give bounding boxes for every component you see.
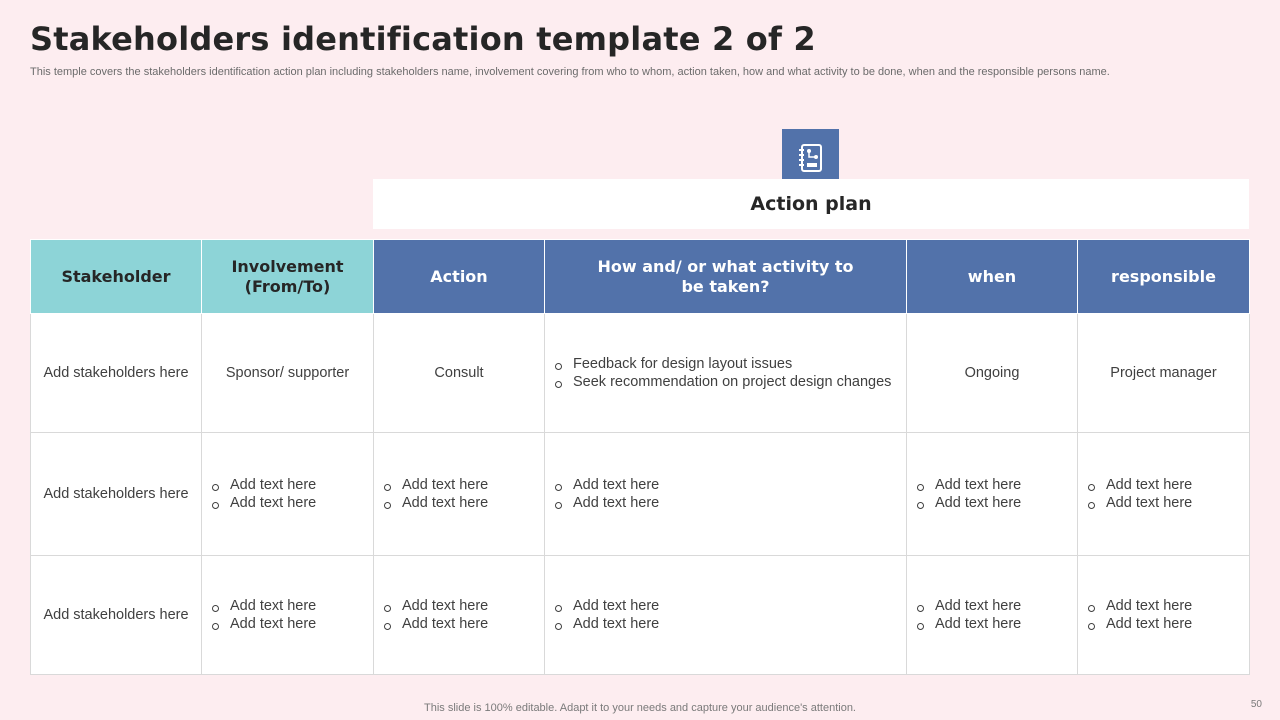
header-activity: How and/ or what activity to be taken? bbox=[545, 240, 907, 314]
page-number: 50 bbox=[1250, 699, 1262, 710]
header-stakeholder: Stakeholder bbox=[31, 240, 202, 314]
cell-when bbox=[907, 433, 1078, 556]
list-item: Add text here bbox=[1088, 615, 1239, 633]
cell-activity bbox=[545, 556, 907, 675]
list-item: Add text here bbox=[1088, 476, 1239, 494]
cell-action bbox=[374, 433, 545, 556]
cell-responsible: Project manager bbox=[1078, 314, 1250, 433]
list-item: Add text here bbox=[555, 615, 896, 633]
page-title: Stakeholders identification template 2 of 2 bbox=[30, 20, 816, 58]
list-item: Seek recommendation on project design changes bbox=[555, 373, 896, 391]
page-subtitle: This temple covers the stakeholders identification action plan including stakeholders name, involvement covering from who to whom, action taken, how and what activity to be done, when and the responsible persons name. bbox=[30, 66, 1110, 78]
list-item: Add text here bbox=[384, 597, 534, 615]
list-item: Add text here bbox=[1088, 494, 1239, 512]
list-item: Add text here bbox=[212, 597, 363, 615]
cell-involvement: Sponsor/ supporter bbox=[202, 314, 374, 433]
cell-action bbox=[374, 556, 545, 675]
cell-activity bbox=[545, 314, 907, 433]
list-item: Add text here bbox=[917, 476, 1067, 494]
footer-note: This slide is 100% editable. Adapt it to your needs and capture your audience's attention. bbox=[424, 702, 856, 714]
header-involvement: Involvement (From/To) bbox=[202, 240, 374, 314]
action-plan-banner: Action plan bbox=[373, 179, 1249, 229]
cell-action: Consult bbox=[374, 314, 545, 433]
header-responsible: responsible bbox=[1078, 240, 1250, 314]
list-item: Add text here bbox=[917, 615, 1067, 633]
list-item: Add text here bbox=[555, 494, 896, 512]
list-item: Add text here bbox=[555, 597, 896, 615]
cell-activity bbox=[545, 433, 907, 556]
header-when: when bbox=[907, 240, 1078, 314]
cell-responsible bbox=[1078, 556, 1250, 675]
list-item: Add text here bbox=[555, 476, 896, 494]
cell-stakeholder: Add stakeholders here bbox=[31, 556, 202, 675]
cell-involvement bbox=[202, 433, 374, 556]
list-item: Add text here bbox=[384, 494, 534, 512]
list-item: Add text here bbox=[917, 597, 1067, 615]
list-item: Add text here bbox=[384, 615, 534, 633]
table-row bbox=[31, 433, 1250, 556]
stakeholders-table bbox=[30, 239, 1250, 675]
list-item: Add text here bbox=[384, 476, 534, 494]
table-row bbox=[31, 314, 1250, 433]
table-row bbox=[31, 556, 1250, 675]
list-item: Add text here bbox=[212, 476, 363, 494]
cell-involvement bbox=[202, 556, 374, 675]
list-item: Add text here bbox=[212, 615, 363, 633]
list-item: Add text here bbox=[917, 494, 1067, 512]
cell-stakeholder: Add stakeholders here bbox=[31, 314, 202, 433]
header-action: Action bbox=[374, 240, 545, 314]
cell-stakeholder: Add stakeholders here bbox=[31, 433, 202, 556]
list-item: Add text here bbox=[212, 494, 363, 512]
cell-responsible bbox=[1078, 433, 1250, 556]
table-header-row bbox=[31, 240, 1250, 314]
notebook-icon bbox=[782, 129, 839, 186]
cell-when: Ongoing bbox=[907, 314, 1078, 433]
list-item: Add text here bbox=[1088, 597, 1239, 615]
list-item: Feedback for design layout issues bbox=[555, 355, 896, 373]
cell-when bbox=[907, 556, 1078, 675]
